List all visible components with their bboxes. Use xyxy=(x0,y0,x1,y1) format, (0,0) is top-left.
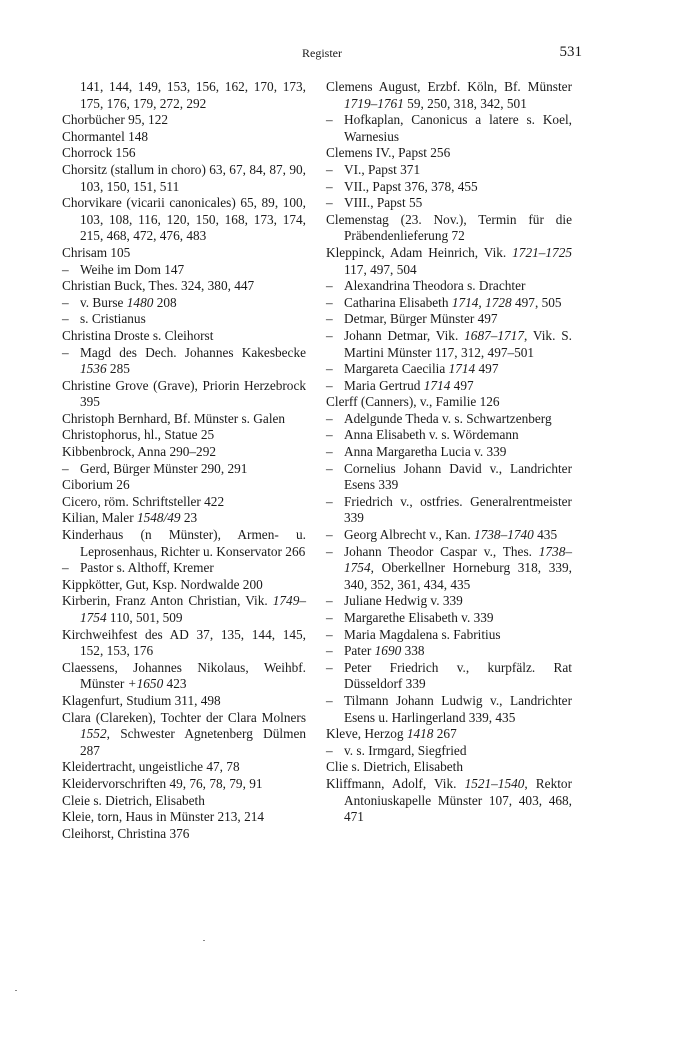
entry-text: 208 xyxy=(153,294,177,310)
entry-text: 141, 144, 149, 153, 156, 162, 170, 173, 175, 176, 179, 272, 292 xyxy=(80,79,306,111)
subentry-dash: – xyxy=(62,294,69,310)
subentry-dash: – xyxy=(326,278,333,294)
entry-text: Maria Gertrud xyxy=(344,377,424,393)
entry-text: Pater xyxy=(344,643,375,659)
index-entry xyxy=(62,444,306,461)
entry-text: 23 xyxy=(180,510,198,526)
entry-date: +1650 xyxy=(127,676,164,692)
entry-text: Kleie, torn, Haus in Münster 213, 214 xyxy=(62,809,265,825)
index-subentry xyxy=(326,162,572,179)
index-subentry xyxy=(326,195,572,212)
entry-text: Kleidertracht, ungeistliche 47, 78 xyxy=(62,759,240,775)
index-entry xyxy=(62,593,306,626)
index-entry xyxy=(326,776,572,826)
entry-text: Chorvikare (vicarii canonicales) 65, 89, 100, 103, 108, 116, 120, 150, 168, 173, 174, 215, 468, 472, 476, 483 xyxy=(62,195,306,244)
index-entry xyxy=(62,527,306,560)
entry-date: 1687–1717 xyxy=(464,327,524,343)
subentry-dash: – xyxy=(326,427,333,443)
index-subentry xyxy=(326,278,572,295)
page-header xyxy=(62,44,582,64)
entry-text: VI., Papst 371 xyxy=(344,161,421,177)
index-subentry xyxy=(326,411,572,428)
index-entry xyxy=(62,411,306,428)
subentry-dash: – xyxy=(326,692,333,708)
index-subentry xyxy=(326,743,572,760)
entry-text: Kirberin, Franz Anton Christian, Vik. xyxy=(62,593,273,609)
entry-text: Gerd, Bürger Münster 290, 291 xyxy=(80,460,248,476)
index-entry xyxy=(62,162,306,195)
index-entry xyxy=(62,627,306,660)
index-entry xyxy=(62,427,306,444)
entry-text: Magd des Dech. Johannes Kakesbecke xyxy=(80,344,306,360)
entry-text: 423 xyxy=(163,676,187,692)
entry-text: v. s. Irmgard, Siegfried xyxy=(344,742,467,758)
entry-text: Anna Margaretha Lucia v. 339 xyxy=(344,444,507,460)
index-subentry xyxy=(326,610,572,627)
index-entry xyxy=(62,477,306,494)
entry-text: Anna Elisabeth v. s. Wördemann xyxy=(344,427,519,443)
subentry-dash: – xyxy=(326,327,333,343)
entry-text: Johann Theodor Caspar v., Thes. xyxy=(344,543,539,559)
index-entry xyxy=(62,710,306,760)
subentry-dash: – xyxy=(326,610,333,625)
entry-text: Christian Buck, Thes. 324, 380, 447 xyxy=(62,278,255,294)
index-entry xyxy=(62,793,306,810)
index-subentry xyxy=(326,660,572,693)
entry-text: Kleppinck, Adam Heinrich, Vik. xyxy=(326,244,513,260)
entry-date: 1738–1740 xyxy=(473,527,534,543)
entry-text: v. Burse xyxy=(80,294,127,310)
entry-date: 1418 xyxy=(406,726,434,742)
entry-text: Chorrock 156 xyxy=(62,145,136,161)
index-subentry xyxy=(326,361,572,378)
index-column-left xyxy=(62,79,306,842)
index-subentry xyxy=(326,527,572,544)
entry-text: Clie s. Dietrich, Elisabeth xyxy=(326,759,464,775)
running-title: Register xyxy=(302,46,342,60)
entry-text: 110, 501, 509 xyxy=(106,610,183,625)
entry-text: Hofkaplan, Canonicus a latere s. Koel, Warnesius xyxy=(344,112,572,144)
entry-text: , Rektor Antoniuskapelle Münster 107, 403, 468, 471 xyxy=(344,775,572,825)
index-subentry xyxy=(326,461,572,494)
subentry-dash: – xyxy=(326,543,333,559)
entry-text: VIII., Papst 55 xyxy=(344,195,423,211)
entry-text: Kirchweihfest des AD 37, 135, 144, 145, 152, 153, 176 xyxy=(62,626,306,659)
entry-date: 1749–1754 xyxy=(80,593,306,625)
entry-text: Kippkötter, Gut, Ksp. Nordwalde 200 xyxy=(62,576,263,592)
entry-text: Kinderhaus (n Münster), Armen- u. Leprosenhaus, Richter u. Konservator 266 xyxy=(62,527,306,559)
subentry-dash: – xyxy=(326,460,333,476)
index-subentry xyxy=(62,311,306,328)
index-subentry xyxy=(326,179,572,196)
index-entry xyxy=(326,79,572,112)
entry-text: Klagenfurt, Studium 311, 498 xyxy=(62,692,221,708)
entry-text: Clara (Clareken), Tochter der Clara Molners xyxy=(62,709,306,725)
index-entry xyxy=(62,494,306,511)
subentry-dash: – xyxy=(326,527,333,543)
entry-text: Maria Magdalena s. Fabritius xyxy=(344,626,501,642)
index-column-right xyxy=(326,79,572,826)
entry-text: , Vik. S. Martini Münster 117, 312, 497–501 xyxy=(344,327,572,360)
subentry-dash: – xyxy=(62,261,69,277)
subentry-dash: – xyxy=(326,161,333,177)
index-entry xyxy=(62,245,306,262)
entry-text: 435 xyxy=(533,527,558,543)
index-entry xyxy=(62,660,306,693)
entry-text: Chorsitz (stallum in choro) 63, 67, 84, 87, 90, 103, 150, 151, 511 xyxy=(62,161,306,194)
entry-text: Christina Droste s. Cleihorst xyxy=(62,327,214,343)
index-subentry xyxy=(326,112,572,145)
scan-mark xyxy=(15,990,17,991)
page-number: 531 xyxy=(559,44,582,60)
subentry-dash: – xyxy=(326,178,333,194)
entry-date: 1536 xyxy=(80,361,107,377)
index-entry xyxy=(62,577,306,594)
subentry-dash: – xyxy=(326,659,333,675)
index-subentry xyxy=(326,643,572,660)
entry-text: Clemens IV., Papst 256 xyxy=(326,145,451,161)
entry-text: Clemenstag (23. Nov.), Termin für die Präbendenlieferung 72 xyxy=(326,211,572,244)
entry-text: Kibbenbrock, Anna 290–292 xyxy=(62,444,216,460)
entry-text: Clemens August, Erzbf. Köln, Bf. Münster xyxy=(326,79,572,94)
index-subentry xyxy=(326,427,572,444)
index-subentry xyxy=(326,295,572,312)
entry-text: Cicero, röm. Schriftsteller 422 xyxy=(62,493,225,509)
entry-text: Christoph Bernhard, Bf. Münster s. Galen xyxy=(62,410,286,426)
entry-date: 1719–1761 xyxy=(344,95,404,111)
entry-text: Detmar, Bürger Münster 497 xyxy=(344,311,498,327)
entry-text: Kliffmann, Adolf, Vik. xyxy=(326,775,465,791)
subentry-dash: – xyxy=(326,410,333,426)
index-subentry xyxy=(326,311,572,328)
entry-text: Friedrich v., ostfries. Generalrentmeister 339 xyxy=(344,493,572,526)
entry-date: 1548/49 xyxy=(136,510,181,526)
index-entry xyxy=(326,145,572,162)
index-subentry xyxy=(326,593,572,610)
scan-mark xyxy=(203,940,205,941)
index-entry xyxy=(326,726,572,743)
entry-text: 497 xyxy=(450,377,474,393)
index-subentry xyxy=(62,262,306,279)
entry-text: Christophorus, hl., Statue 25 xyxy=(62,427,215,443)
index-entry xyxy=(62,759,306,776)
entry-text: 497 xyxy=(475,361,499,377)
index-entry xyxy=(326,245,572,278)
entry-text: Chorbücher 95, 122 xyxy=(62,112,168,128)
index-subentry xyxy=(326,627,572,644)
entry-date: 1480 xyxy=(126,294,154,310)
entry-text: Peter Friedrich v., kurpfälz. Rat Düsseldorf 339 xyxy=(344,659,572,692)
entry-text: Kleve, Herzog xyxy=(326,726,407,742)
entry-date: 1714 xyxy=(448,361,476,377)
entry-text: Clerff (Canners), v., Familie 126 xyxy=(326,394,500,410)
entry-text: 267 xyxy=(433,726,457,742)
entry-text: 497, 505 xyxy=(511,294,562,310)
entry-text: Kilian, Maler xyxy=(62,510,137,526)
index-subentry xyxy=(62,295,306,312)
index-entry xyxy=(62,826,306,843)
entry-text: Catharina Elisabeth xyxy=(344,294,452,310)
index-entry xyxy=(62,145,306,162)
index-subentry xyxy=(326,328,572,361)
entry-text: 285 xyxy=(106,361,130,377)
index-subentry xyxy=(62,461,306,478)
subentry-dash: – xyxy=(326,361,333,377)
entry-text: Johann Detmar, Vik. xyxy=(344,327,465,343)
subentry-dash: – xyxy=(326,444,333,460)
index-entry xyxy=(62,693,306,710)
entry-text: Weihe im Dom 147 xyxy=(80,261,185,277)
entry-text: Tilmann Johann Ludwig v., Landrichter Esens u. Harlingerland 339, 435 xyxy=(344,692,572,725)
subentry-dash: – xyxy=(326,493,333,509)
index-entry xyxy=(62,776,306,793)
entry-text: 117, 497, 504 xyxy=(344,261,417,277)
entry-date: 1521–1540 xyxy=(464,775,525,791)
entry-text: Margareta Caecilia xyxy=(344,361,449,377)
subentry-dash: – xyxy=(62,460,69,476)
entry-text: Pastor s. Althoff, Kremer xyxy=(80,560,214,576)
entry-text: 338 xyxy=(401,643,425,659)
subentry-dash: – xyxy=(326,643,333,659)
entry-text: Georg Albrecht v., Kan. xyxy=(344,527,474,543)
subentry-dash: – xyxy=(326,593,333,609)
entry-date: 1552 xyxy=(80,726,107,742)
index-entry xyxy=(62,328,306,345)
subentry-dash: – xyxy=(326,195,333,211)
index-entry xyxy=(62,378,306,411)
index-entry xyxy=(62,79,306,112)
index-subentry xyxy=(326,494,572,527)
subentry-dash: – xyxy=(326,311,333,327)
entry-text: Cornelius Johann David v., Landrichter Esens 339 xyxy=(344,460,572,493)
entry-text: VII., Papst 376, 378, 455 xyxy=(344,178,478,194)
index-entry xyxy=(62,129,306,146)
entry-text: Christine Grove (Grave), Priorin Herzebrock 395 xyxy=(62,377,306,410)
index-entry xyxy=(62,809,306,826)
subentry-dash: – xyxy=(326,742,333,758)
entry-text: , Schwester Agnetenberg Dülmen 287 xyxy=(80,726,306,758)
entry-text: 59, 250, 318, 342, 501 xyxy=(403,95,527,111)
entry-date: 1738–1754 xyxy=(344,543,572,576)
entry-text: s. Cristianus xyxy=(80,311,146,327)
subentry-dash: – xyxy=(326,377,333,393)
entry-text: Chrisam 105 xyxy=(62,244,131,260)
index-entry xyxy=(326,212,572,245)
index-entry xyxy=(326,759,572,776)
index-subentry xyxy=(62,560,306,577)
index-entry xyxy=(62,112,306,129)
subentry-dash: – xyxy=(62,311,69,327)
index-entry xyxy=(62,195,306,245)
subentry-dash: – xyxy=(62,560,69,576)
index-entry xyxy=(62,278,306,295)
subentry-dash: – xyxy=(326,626,333,642)
index-subentry xyxy=(326,444,572,461)
subentry-dash: – xyxy=(62,344,69,360)
subentry-dash: – xyxy=(326,112,333,128)
index-subentry xyxy=(326,378,572,395)
entry-text: Margarethe Elisabeth v. 339 xyxy=(344,610,494,625)
index-subentry xyxy=(62,345,306,378)
entry-date: 1690 xyxy=(374,643,402,659)
entry-text: Ciborium 26 xyxy=(62,477,130,493)
entry-text: Cleihorst, Christina 376 xyxy=(62,825,190,841)
entry-date: 1714, 1728 xyxy=(451,294,512,310)
index-entry xyxy=(62,510,306,527)
entry-text: , Oberkellner Horneburg 318, 339, 340, 352, 361, 434, 435 xyxy=(344,560,572,592)
entry-text: Claessens, Johannes Nikolaus, Weihbf. Münster xyxy=(62,659,306,692)
subentry-dash: – xyxy=(326,294,333,310)
entry-text: Adelgunde Theda v. s. Schwartzenberg xyxy=(344,410,552,426)
entry-text: Kleidervorschriften 49, 76, 78, 79, 91 xyxy=(62,775,263,791)
index-entry xyxy=(326,394,572,411)
entry-text: Juliane Hedwig v. 339 xyxy=(344,593,463,609)
entry-text: Alexandrina Theodora s. Drachter xyxy=(344,278,526,294)
entry-date: 1721–1725 xyxy=(512,244,572,260)
index-subentry xyxy=(326,693,572,726)
entry-text: Chormantel 148 xyxy=(62,128,149,144)
entry-date: 1714 xyxy=(423,377,451,393)
index-subentry xyxy=(326,544,572,594)
entry-text: Cleie s. Dietrich, Elisabeth xyxy=(62,792,205,808)
